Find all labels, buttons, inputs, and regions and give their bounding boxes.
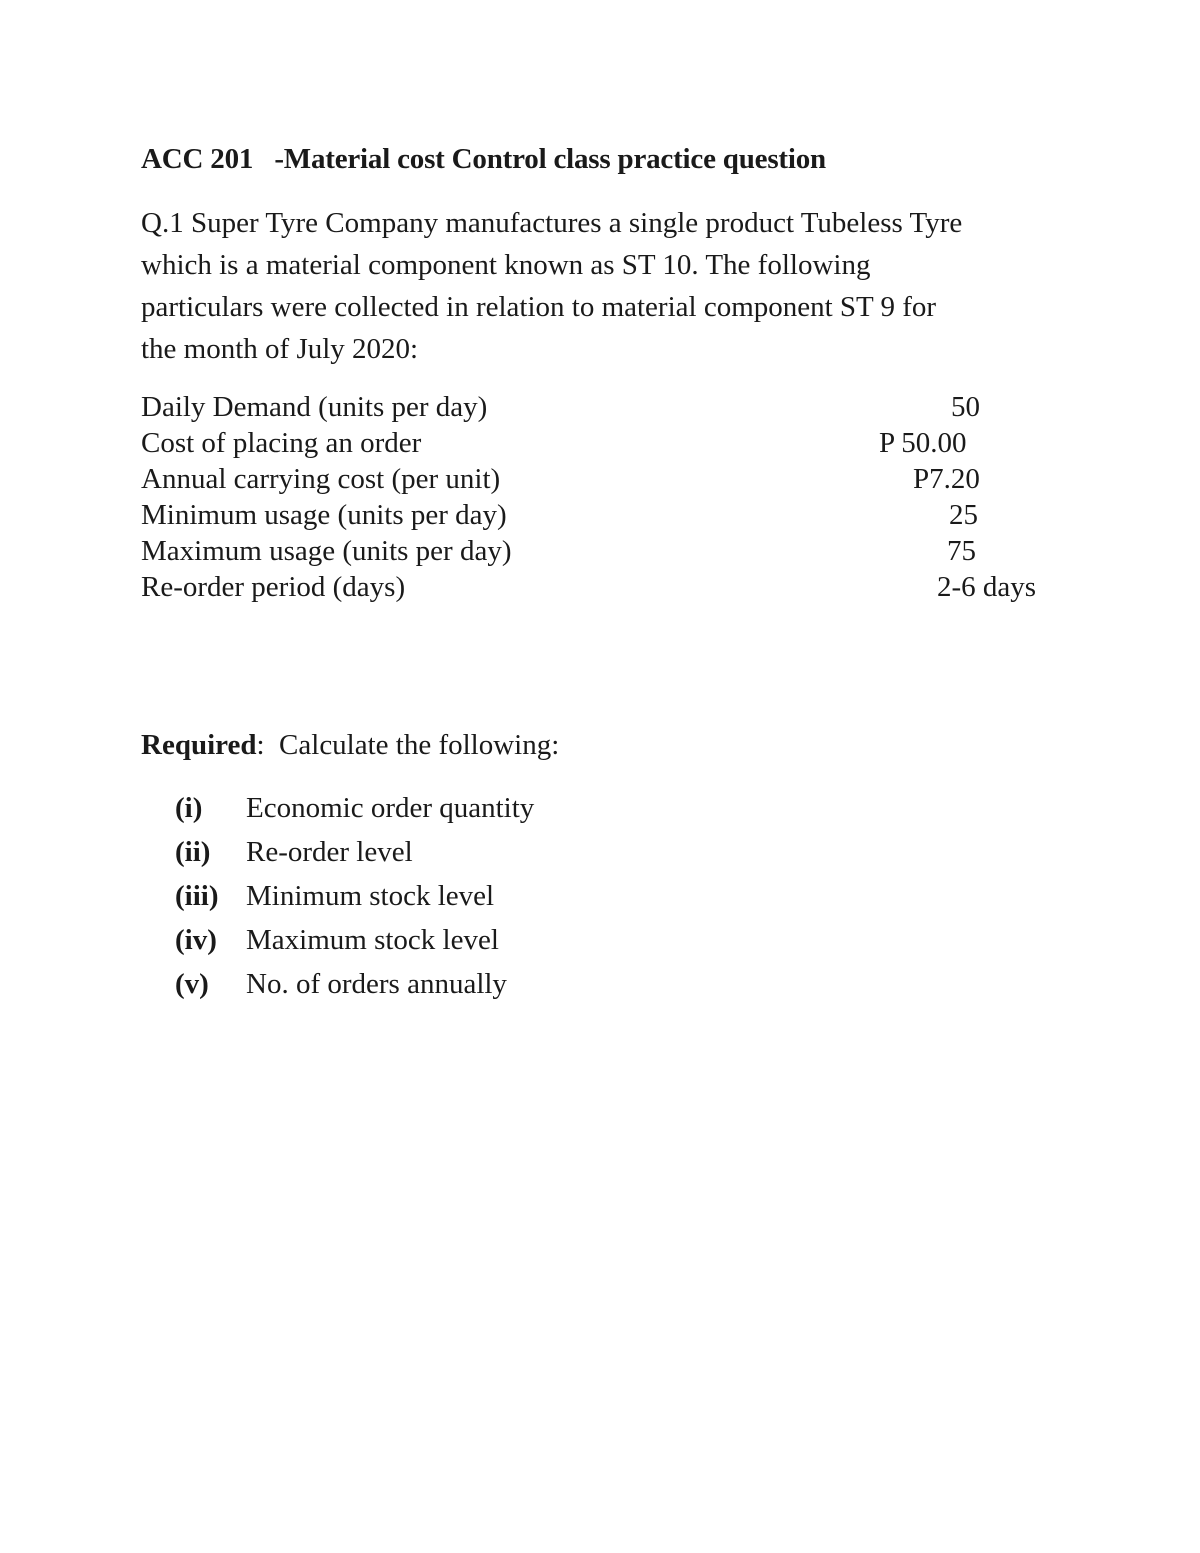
particular-value: P 50.00 [879, 427, 967, 459]
task-number: (v) [175, 968, 209, 1000]
required-text: : Calculate the following: [256, 729, 560, 761]
particular-row [141, 461, 1101, 497]
particular-value: 75 [947, 535, 976, 567]
task-number: (ii) [175, 836, 211, 868]
task-number: (iii) [175, 880, 219, 912]
particular-row [141, 389, 1101, 425]
task-text: Re-order level [246, 836, 413, 868]
particulars-table [141, 389, 1101, 605]
particular-label: Maximum usage (units per day) [141, 535, 512, 567]
task-number: (i) [175, 792, 203, 824]
question-line: particulars were collected in relation to material component ST 9 for [141, 291, 937, 323]
task-text: Maximum stock level [246, 924, 499, 956]
question-text [141, 202, 1061, 370]
particular-label: Daily Demand (units per day) [141, 391, 488, 423]
particular-value: 25 [949, 499, 978, 531]
required-heading [141, 729, 559, 762]
particular-label: Re-order period (days) [141, 571, 406, 603]
task-text: Economic order quantity [246, 792, 535, 824]
required-label: Required [141, 729, 257, 761]
particular-label: Minimum usage (units per day) [141, 499, 507, 531]
question-line: Q.1 Super Tyre Company manufactures a single product Tubeless Tyre [141, 207, 963, 239]
document-title: ACC 201 -Material cost Control class practice question [141, 143, 826, 175]
particular-value: 2-6 days [937, 571, 1037, 603]
particular-row [141, 533, 1101, 569]
particular-row [141, 425, 1101, 461]
particular-value: 50 [951, 391, 980, 423]
question-line: the month of July 2020: [141, 333, 419, 365]
particular-row [141, 497, 1101, 533]
task-number: (iv) [175, 924, 217, 956]
question-line: which is a material component known as ST 10. The following [141, 249, 871, 281]
particular-row [141, 569, 1101, 605]
task-text: No. of orders annually [246, 968, 507, 1000]
task-text: Minimum stock level [246, 880, 495, 912]
particular-label: Annual carrying cost (per unit) [141, 463, 501, 495]
particular-value: P7.20 [913, 463, 980, 495]
particular-label: Cost of placing an order [141, 427, 422, 459]
